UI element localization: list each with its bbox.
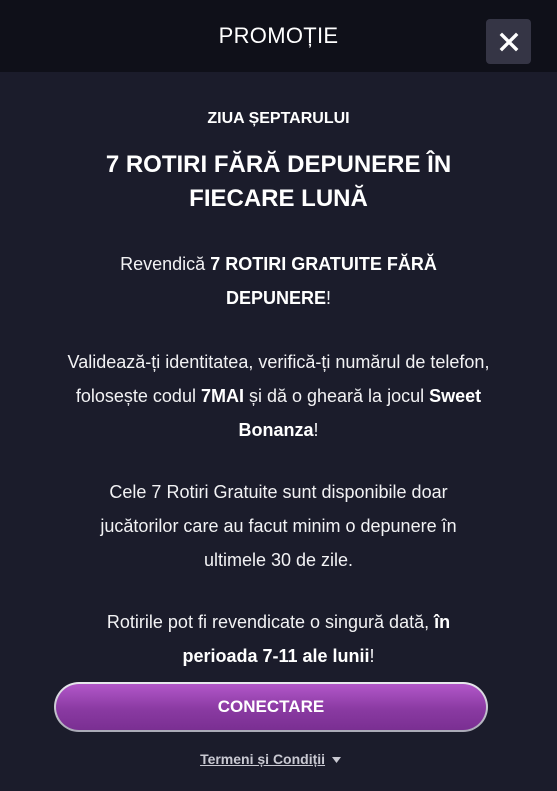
close-button[interactable]: [486, 19, 531, 64]
caret-down-icon: [332, 757, 341, 763]
period-text: Rotirile pot fi revendicate o singură dată,: [106, 612, 435, 632]
period-end: !: [369, 646, 375, 666]
period-highlight: în perioada 7-11 ale lunii: [182, 612, 451, 666]
claim-text: Revendică: [120, 254, 211, 274]
promo-paragraph-period: [69, 605, 489, 673]
steps-text-2: și dă o gheară la jocul: [243, 386, 430, 406]
promo-paragraph-claim: [99, 247, 459, 315]
claim-end: !: [326, 288, 332, 308]
terms-toggle[interactable]: [0, 751, 541, 767]
modal-header: [0, 0, 557, 72]
connect-button-frame: [54, 682, 488, 732]
promo-subtitle: ZIUA ȘEPTARULUI: [207, 110, 350, 127]
scrollbar[interactable]: [551, 72, 557, 791]
promo-paragraph-eligibility: Cele 7 Rotiri Gratuite sunt disponibile doar jucătorilor care au facut minim o depunere în ultimele 30 de zile.: [100, 482, 457, 570]
connect-button[interactable]: CONECTARE: [56, 684, 486, 730]
steps-text-3: !: [313, 420, 319, 440]
promo-code: 7MAI: [200, 386, 244, 406]
terms-link[interactable]: Termeni și Condiții: [200, 751, 326, 767]
close-icon: [499, 32, 519, 52]
game-name: Sweet Bonanza: [238, 386, 482, 440]
promo-content: [0, 109, 557, 673]
promo-paragraph-steps: [59, 345, 499, 447]
promo-headline: 7 ROTIRI FĂRĂ DEPUNERE ÎN FIECARE LUNĂ: [105, 151, 452, 212]
claim-highlight: 7 ROTIRI GRATUITE FĂRĂ DEPUNERE: [210, 254, 437, 308]
modal-title: PROMOȚIE: [218, 23, 339, 48]
steps-text-1: Validează-ți identitatea, verifică-ți numărul de telefon, folosește codul: [67, 352, 490, 406]
